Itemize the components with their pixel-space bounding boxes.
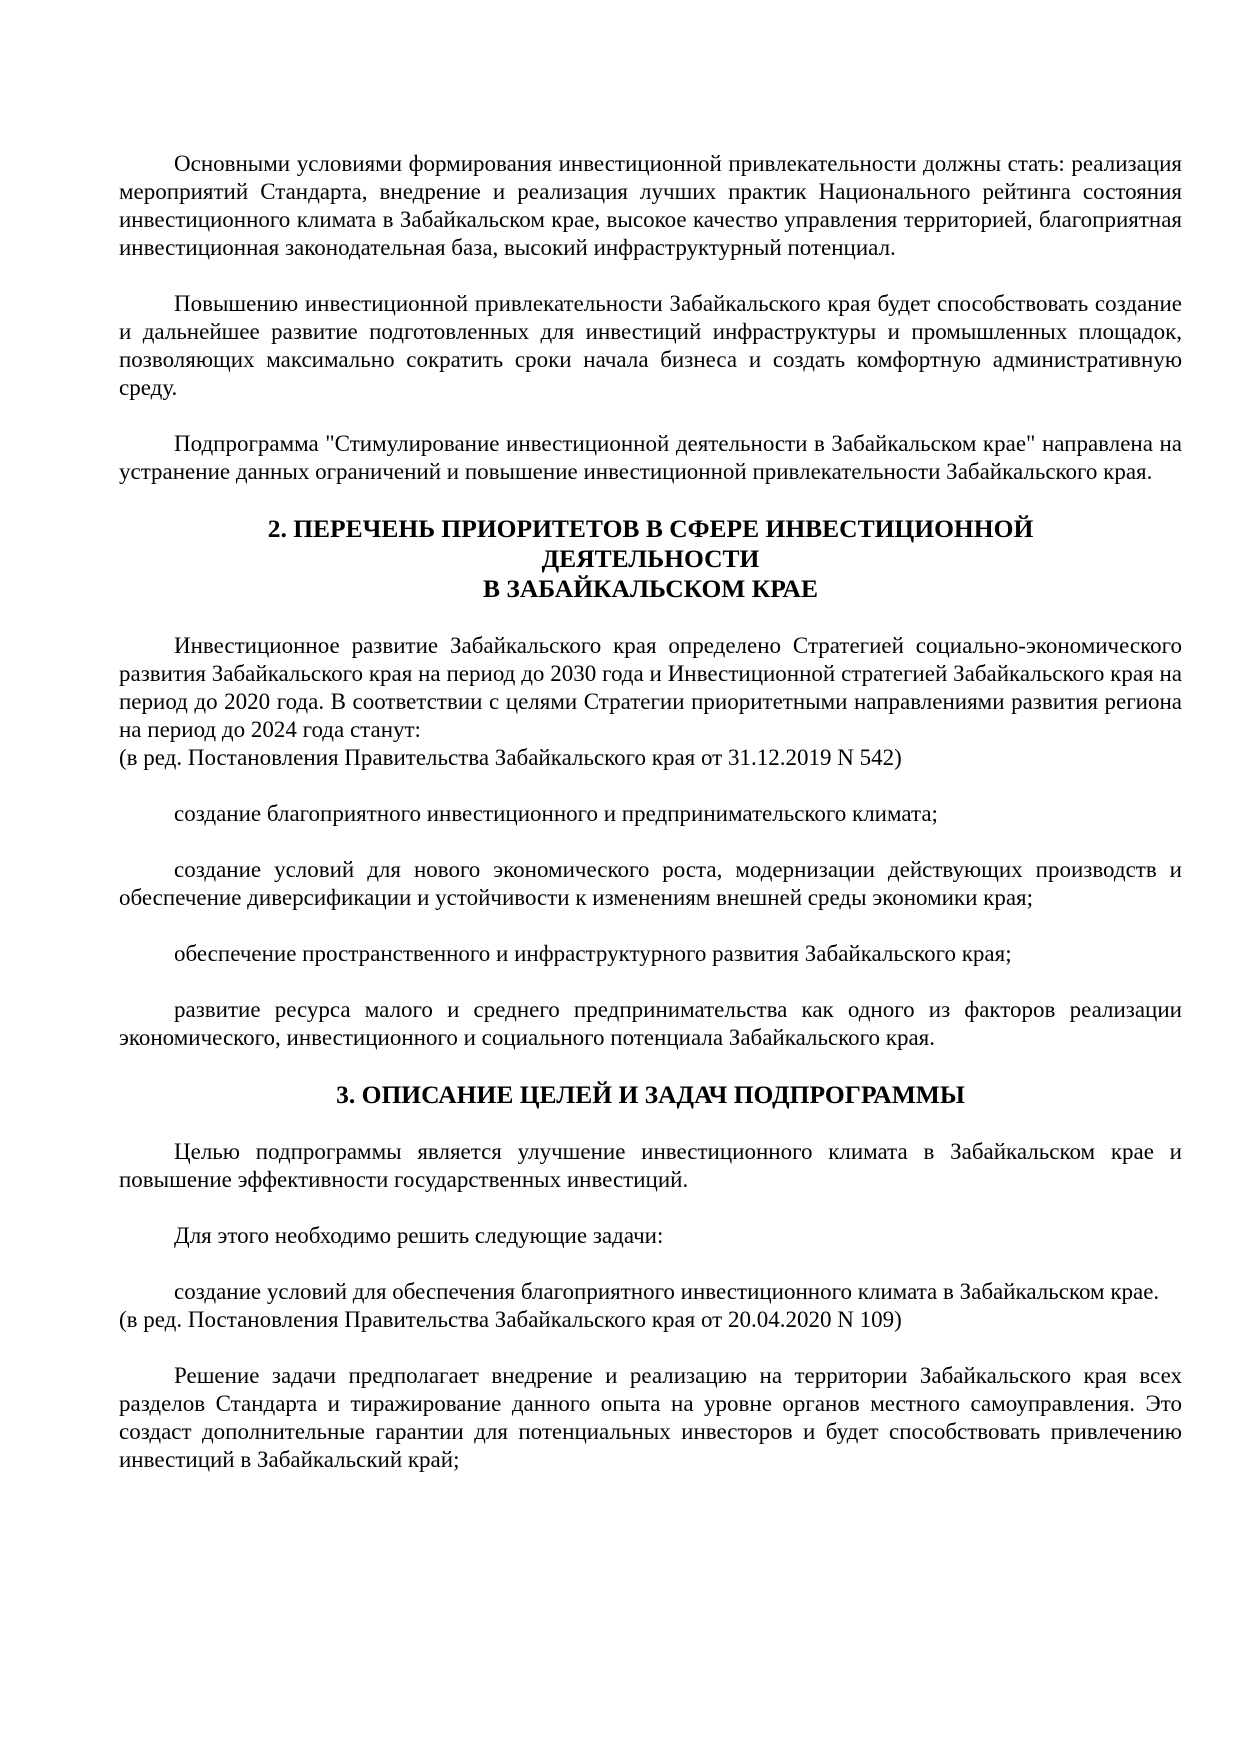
priority-item: обеспечение пространственного и инфраструктурного развития Забайкальского края; [174, 941, 1012, 966]
priority-item: создание благоприятного инвестиционного и предпринимательского климата; [174, 801, 938, 826]
section-2-amendment-note: (в ред. Постановления Правительства Забайкальского края от 31.12.2019 N 542) [119, 745, 902, 770]
document-page [119, 150, 1182, 1502]
paragraph-investment-conditions: Основными условиями формирования инвестиционной привлекательности должны стать: реализация мероприятий Стандарта, внедрение и реализация лучших практик Национального рейтинга состояния инвестиционного климата в Забайкальском крае, высокое качество управления территорией, благоприятная инвестиционная законодательная база, высокий инфраструктурный потенциал. [119, 151, 1182, 260]
section-3-solution: Решение задачи предполагает внедрение и реализацию на территории Забайкальского края всех разделов Стандарта и тиражирование данного опыта на уровне органов местного самоуправления. Это создаст дополнительные гарантии для потенциальных инвесторов и будет способствовать привлечению инвестиций в Забайкальский край; [119, 1363, 1182, 1472]
section-2-heading-line-2: ДЕЯТЕЛЬНОСТИ [541, 544, 760, 573]
section-3-heading: 3. ОПИСАНИЕ ЦЕЛЕЙ И ЗАДАЧ ПОДПРОГРАММЫ [336, 1080, 965, 1109]
paragraph-investment-attractiveness: Повышению инвестиционной привлекательности Забайкальского края будет способствовать создание и дальнейшее развитие подготовленных для инвестиций инфраструктуры и промышленных площадок, позволяющих максимально сократить сроки начала бизнеса и создать комфортную административную среду. [119, 291, 1182, 400]
section-2-intro: Инвестиционное развитие Забайкальского края определено Стратегией социально-экономического развития Забайкальского края на период до 2030 года и Инвестиционной стратегией Забайкальского края на период до 2020 года. В соответствии с целями Стратегии приоритетными направлениями развития региона на период до 2024 года станут: [119, 633, 1182, 742]
section-2-heading-line-3: В ЗАБАЙКАЛЬСКОМ КРАЕ [483, 574, 818, 603]
section-3-tasks-intro: Для этого необходимо решить следующие задачи: [174, 1223, 664, 1248]
section-2-heading-line-1: 2. ПЕРЕЧЕНЬ ПРИОРИТЕТОВ В СФЕРЕ ИНВЕСТИЦИОННОЙ [267, 514, 1034, 543]
section-3-amendment-note: (в ред. Постановления Правительства Забайкальского края от 20.04.2020 N 109) [119, 1307, 902, 1332]
section-3-goal: Целью подпрограммы является улучшение инвестиционного климата в Забайкальском крае и повышение эффективности государственных инвестиций. [119, 1139, 1182, 1192]
priority-item: создание условий для нового экономического роста, модернизации действующих производств и обеспечение диверсификации и устойчивости к изменениям внешней среды экономики края; [119, 857, 1182, 910]
priority-item: развитие ресурса малого и среднего предпринимательства как одного из факторов реализации экономического, инвестиционного и социального потенциала Забайкальского края. [119, 997, 1182, 1050]
section-2-heading [119, 514, 1182, 604]
section-3-task-1: создание условий для обеспечения благоприятного инвестиционного климата в Забайкальском крае. [174, 1279, 1160, 1304]
paragraph-subprogram: Подпрограмма "Стимулирование инвестиционной деятельности в Забайкальском крае" направлена на устранение данных ограничений и повышение инвестиционной привлекательности Забайкальского края. [119, 431, 1182, 484]
